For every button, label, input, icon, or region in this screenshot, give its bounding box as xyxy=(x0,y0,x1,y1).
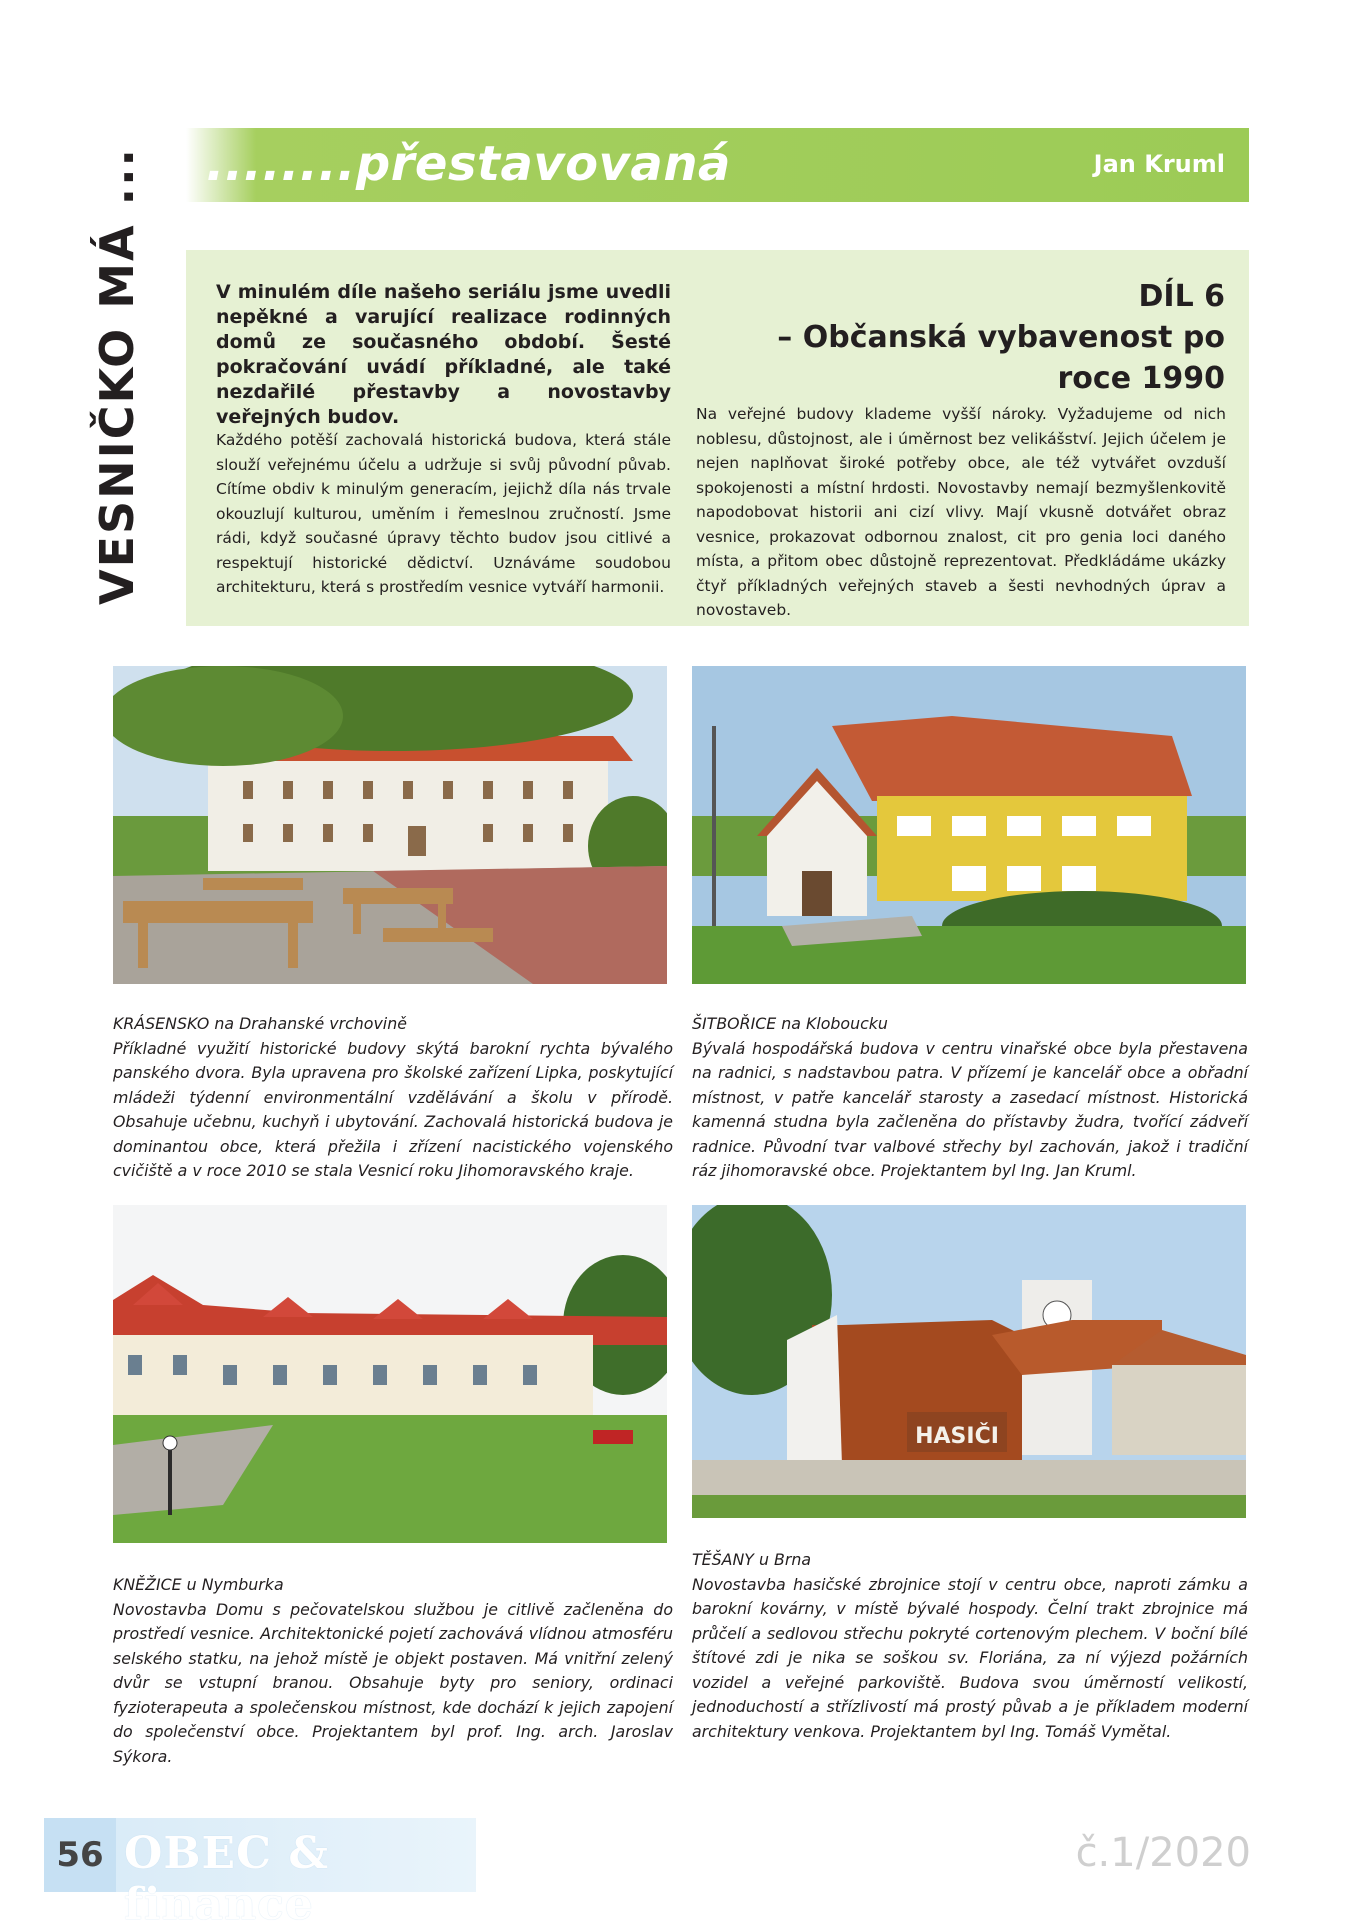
caption-text: Novostavba hasičské zbrojnice stojí v centru obce, naproti zámku a barokní kovárny, v místě bývalé hospody. Čelní trakt zbrojnice má průčelí a sedlovou střechu pokryté cortenovým plechem. V boční bílé štítové zdi je nika se soškou sv. Floriána, za ní výjezd požárních vozidel a veřejné parkoviště. Budova svou úměrností velikostí, jednoduchostí a střízlivostí má prostý půvab a je příkladem moderní architektury venkova. Projektantem byl Ing. Tomáš Vymětal. xyxy=(692,1574,1248,1741)
caption-krasensko xyxy=(113,1012,673,1184)
caption-text: Bývalá hospodářská budova v centru vinařské obce byla přestavena na radnici, s nadstavbou patra. V přízemí je kancelář obce a obřadní místnost, v patře kancelář starosty a zasedací místnost. Historická kamenná studna byla začleněna do přístavby žudra, tvořící zádveří radnice. Původní tvar valbové střechy byl zachován, jakož i tradiční ráz jihomoravské obce. Projektantem byl Ing. Jan Kruml. xyxy=(692,1038,1248,1180)
photo-sitborice xyxy=(692,666,1246,984)
issue-number: č.1/2020 xyxy=(1075,1830,1251,1876)
intro-right-body: Na veřejné budovy klademe vyšší nároky. Vyžadujeme od nich noblesu, důstojnost, ale i úměrnost bez velikášství. Jejich účelem je nejen naplňovat široké potřeby obce, ale též vytvářet ovzduší spokojenosti a místní hrdosti. Novostavby nemají bezmyšlenkovitě napodobovat historii ani cizí vlivy. Mají vkusně dotvářet obraz vesnice, prokazovat odbornou znalost, cit pro genia loci daného místa, a přitom obec důstojně reprezentovat. Předkládáme ukázky čtyř příkladných veřejných staveb a šesti nevhodných úprav a novostaveb. xyxy=(696,405,1226,619)
caption-place: TĚŠANY u Brna xyxy=(692,1550,812,1569)
page-number: 56 xyxy=(44,1818,116,1892)
caption-text: Novostavba Domu s pečovatelskou službou je citlivě začleněna do prostředí vesnice. Architektonické pojetí zachovává vlídnou atmosféru selského statku, na jehož místě je objekt postaven. Má vnitřní zelený dvůr se vstupní branou. Obsahuje byty pro seniory, ordinaci fyzioterapeuta a společenskou místnost, kde dochází k jejich zapojení do společenství obce. Projektantem byl prof. Ing. arch. Jaroslav Sýkora. xyxy=(113,1599,673,1766)
article-banner xyxy=(186,128,1249,202)
caption-place: ŠITBOŘICE na Kloboucku xyxy=(692,1014,888,1033)
photo-tesany xyxy=(692,1205,1246,1518)
caption-tesany xyxy=(692,1548,1248,1744)
caption-text: Příkladné využití historické budovy skýtá barokní rychta bývalého panského dvora. Byla upravena pro školské zařízení Lipka, poskytující mládeži týdenní environmentální vzdělávání a školu v přírodě. Obsahuje učebnu, kuchyň i ubytování. Zachovalá historická budova je dominantou obce, která přežila i zřízení nacistického vojenského cvičiště a v roce 2010 se stala Vesnicí roku Jihomoravského kraje. xyxy=(113,1038,673,1180)
fire-station-sign: HASIČI xyxy=(915,1424,999,1449)
intro-lead: V minulém díle našeho seriálu jsme uvedli nepěkné a varující realizace rodinných domů ze současného období. Šesté pokračování uvádí příkladné, ale také nezdařilé přestavby a novostavby veřejných budov. xyxy=(216,281,671,428)
article-author: Jan Kruml xyxy=(1093,150,1225,178)
caption-place: KNĚŽICE u Nymburka xyxy=(113,1575,284,1594)
magazine-name: OBEC & finance xyxy=(124,1828,330,1930)
caption-place: KRÁSENSKO na Drahanské vrchovině xyxy=(113,1014,407,1033)
caption-knezice xyxy=(113,1573,673,1769)
intro-box xyxy=(186,250,1249,626)
caption-sitborice xyxy=(692,1012,1248,1184)
article-title: ........přestavovaná xyxy=(206,136,731,192)
part-subtitle: – Občanská vybavenost po roce 1990 xyxy=(777,320,1225,396)
part-number: DÍL 6 xyxy=(1138,279,1225,314)
series-side-title: VESNIČKO MÁ ... xyxy=(90,146,144,606)
photo-knezice xyxy=(113,1205,667,1543)
footer-magazine-badge xyxy=(44,1818,476,1930)
intro-body: Každého potěší zachovalá historická budova, která stále slouží veřejnému účelu a udržuje si svůj původní půvab. Cítíme obdiv k minulým generacím, jejichž díla nás trvale okouzlují kulturou, uměním i řemeslnou zručností. Jsme rádi, když současné úpravy těchto budov jsou citlivé a respektují historické dědictví. Uznáváme soudobou architekturu, která s prostředím vesnice vytváří harmonii. xyxy=(216,431,671,596)
photo-krasensko xyxy=(113,666,667,984)
part-title xyxy=(705,276,1225,399)
